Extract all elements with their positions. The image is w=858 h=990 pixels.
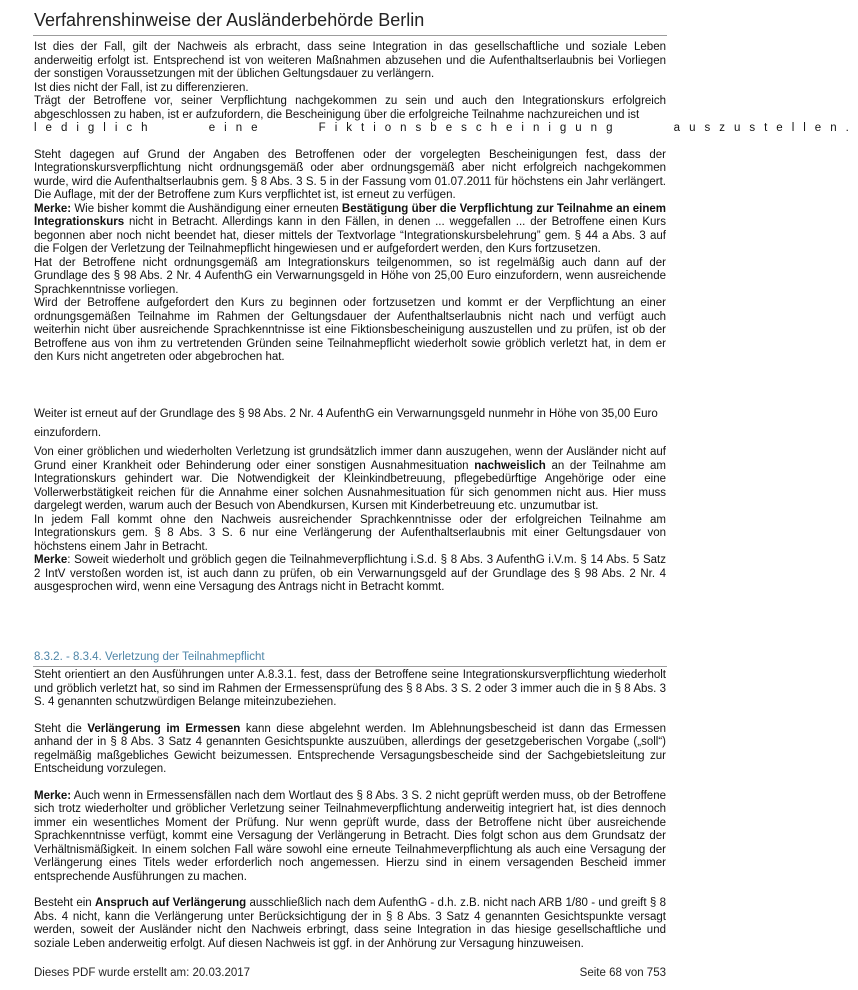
paragraph: Trägt der Betroffene vor, seiner Verpflichtung nachgekommen zu sein und auch den Integrationskurs erfolgreich abgeschlossen zu haben, ist er aufzufordern, die Bescheinigung über die erfolgreiche Teilnahme nachzureichen und ist	[34, 95, 666, 121]
text-block-1	[34, 41, 858, 365]
paragraph: Steht die Verlängerung im Ermessen kann diese abgelehnt werden. Im Ablehnungsbescheid ist dann das Ermessen anhand der in § 8 Abs. 3 Satz 4 genannten Gesichtspunkte auszuüben, allerdings der gesetzgeberischen Vorgabe („soll“) regelmäßig maßgebliches Gewicht beizumessen. Entsprechende Versagungsbescheide sind der Sachgebietsleitung zur Entscheidung vorzulegen.	[34, 722, 666, 775]
emphasis: Anspruch auf Verlängerung	[95, 897, 247, 909]
paragraph: In jedem Fall kommt ohne den Nachweis ausreichender Sprachkenntnisse oder der erfolgreichen Teilnahme am Integrationskurs gem. § 8 Abs. 3 S. 6 nur eine Verlängerung der Aufenthaltserlaubnis mit einer Geltungsdauer von höchstens einem Jahr in Betracht.	[34, 513, 666, 553]
merke-label: Merke:	[34, 202, 72, 215]
paragraph: Merke: Auch wenn in Ermessensfällen nach dem Wortlaut des § 8 Abs. 3 S. 2 nicht geprüft werden muss, ob der Betroffene sich trotz wiederholter und gröblicher Verletzung seiner Teilnahmeverpflichtung anderweitig integriert hat, ist dies dennoch immer ein wesentliches Moment der Prüfung. Nur wenn geprüft wurde, dass der Betroffene nicht über ausreichende Sprachkenntnisse verfügt, kommt eine Versagung der Verlängerung in Betracht. Dies folgt schon aus dem Grundsatz der Verhältnismäßigkeit. In einem solchen Fall wäre sowohl eine erneute Teilnahmeverpflichtung als auch eine Versagung der Verlängerung eines Titels weder erforderlich noch angemessen. Hierzu sind in einem versagenden Bescheid immer entsprechende Ausführungen zu machen.	[34, 789, 666, 883]
paragraph: Von einer gröblichen und wiederholten Verletzung ist grundsätzlich immer dann auszugehen, wenn der Ausländer nicht auf Grund einer Krankheit oder Behinderung oder einer sonstigen Ausnahmesituation nachweislich an der Teilnahme am Integrationskurs gehindert war. Die Notwendigkeit der Kleinkindbetreuung, pflegebedürftige Angehörige oder eine Vollerwerbstätigkeit reichen für die Annahme einer solchen Ausnahmesituation für sich genommen nicht aus. Hier muss dargelegt werden, warum auch der Besuch von Abendkursen, Kursen mit Kinderbetreuung etc. unzumutbar ist.	[34, 446, 666, 512]
emphasis: Bestätigung über die Verpflichtung zur Teilnahme an einem Integrationskurs	[34, 202, 666, 228]
paragraph: Merke: Soweit wiederholt und gröblich gegen die Teilnahmeverpflichtung i.S.d. § 8 Abs. 3 AufenthG i.V.m. § 14 Abs. 5 Satz 2 IntV verstoßen worden ist, ist auch dann zu prüfen, ob ein Verwarnungsgeld auf der Grundlage des § 98 Abs. 2 Nr. 4 ausgesprochen wird, wenn eine Versagung des Antrags nicht in Betracht kommt.	[34, 554, 666, 593]
header-rule	[33, 35, 667, 36]
paragraph: Wird der Betroffene aufgefordert den Kurs zu beginnen oder fortzusetzen und kommt er der Verpflichtung an einer ordnungsgemäßen Teilnahme im Rahmen der Geltungsdauer der Aufenthaltserlaubnis nicht nach und verfügt auch weiterhin nicht über ausreichende Sprachkenntnisse ist eine Fiktionsbescheinigung auszustellen und zu prüfen, ist ob der Betroffene aus von ihm zu vertretenden Gründen seine Teilnahmepflicht wiederholt sowie gröblich verletzt hat, in dem er den Kurs nicht angetreten oder abgebrochen hat.	[34, 297, 666, 363]
emphasis: nachweislich	[474, 459, 546, 472]
paragraph: Besteht ein Anspruch auf Verlängerung ausschließlich nach dem AufenthG - d.h. z.B. nicht nach ARB 1/80 - und greift § 8 Abs. 4 nicht, kann die Verlängerung unter Berücksichtigung der in § 8 Abs. 3 Satz 4 genannten Gesichtspunkte versagt werden, soweit der Ausländer nicht den Nachweis erbringt, dass seine Integration in das hiesige gesellschaftliche und soziale Leben anderweitig erfolgt. Auf diesen Nachweis ist ggf. in der Anhörung zur Versagung hinzuweisen.	[34, 897, 666, 950]
text-block-3	[34, 446, 666, 595]
footer-created-date: Dieses PDF wurde erstellt am: 20.03.2017	[34, 967, 251, 979]
page-title: Verfahrenshinweise der Ausländerbehörde Berlin	[34, 10, 425, 30]
merke-label: Merke	[34, 554, 68, 566]
paragraph: Hat der Betroffene nicht ordnungsgemäß am Integrationskurs teilgenommen, so ist regelmäßig auch dann auf der Grundlage des § 98 Abs. 2 Nr. 4 AufenthG ein Verwarnungsgeld in Höhe von 25,00 Euro einzufordern, wenn ausreichende Sprachkenntnisse vorliegen.	[34, 256, 666, 296]
paragraph: Ist dies nicht der Fall, ist zu differenzieren.	[34, 81, 249, 94]
paragraph-line: Weiter ist erneut auf der Grundlage des § 98 Abs. 2 Nr. 4 AufenthG ein Verwarnungsgeld nunmehr in Höhe von 35,00 Euro	[34, 408, 658, 420]
paragraph: Steht orientiert an den Ausführungen unter A.8.3.1. fest, dass der Betroffene seine Integrationskursverpflichtung wiederholt und gröblich verletzt hat, so sind im Rahmen der Ermessensprüfung des § 8 Abs. 3 S. 2 oder 3 immer auch die in § 8 Abs. 3 S. 4 genannten schutzwürdigen Belange miteinzubeziehen.	[34, 669, 666, 708]
section-heading: 8.3.2. - 8.3.4. Verletzung der Teilnahmepflicht	[34, 651, 265, 663]
text-block-2	[34, 405, 666, 443]
merke-label: Merke:	[34, 789, 72, 802]
emphasis: Verlängerung im Ermessen	[87, 722, 241, 735]
text-block-4	[34, 669, 666, 951]
paragraph: Merke: Wie bisher kommt die Aushändigung einer erneuten Bestätigung über die Verpflichtung zur Teilnahme an einem Integrationskurs nicht in Betracht. Allerdings kann in den Fällen, in denen ... weggefallen ... der Betroffene einen Kurs begonnen aber noch nicht beendet hat, dieser mittels der Textvorlage “Integrationskursbelehrung” gem. § 44 a Abs. 3 auf die Folgen der Verletzung der Teilnahmepflicht hingewiesen und er aufgefordert werden, den Kurs fortzusetzen.	[34, 202, 666, 255]
paragraph-last-line: lediglich eine Fiktionsbescheinigung auszustellen.	[34, 122, 858, 134]
section-rule	[33, 666, 667, 667]
paragraph-line: einzufordern.	[34, 427, 102, 439]
footer-page-number: Seite 68 von 753	[579, 967, 666, 979]
paragraph: Steht dagegen auf Grund der Angaben des Betroffenen oder der vorgelegten Bescheinigungen fest, dass der Integrationskursverpflichtung nicht ordnungsgemäß oder aber ordnungsgemäß aber nicht erfolgreich nachgekommen wurde, wird die Aufenthaltserlaubnis gem. § 8 Abs. 3 S. 5 in der Fassung vom 01.07.2011 für höchstens ein Jahr verlängert. Die Auflage, mit der der Betroffene zum Kurs verpflichtet ist, ist erneut zu verfügen.	[34, 148, 666, 201]
paragraph: Ist dies der Fall, gilt der Nachweis als erbracht, dass seine Integration in das gesellschaftliche und soziale Leben anderweitig erfolgt ist. Entsprechend ist von weiteren Maßnahmen abzusehen und die Aufenthaltserlaubnis bei Vorliegen der sonstigen Voraussetzungen mit der üblichen Geltungsdauer zu verlängern.	[34, 41, 666, 80]
